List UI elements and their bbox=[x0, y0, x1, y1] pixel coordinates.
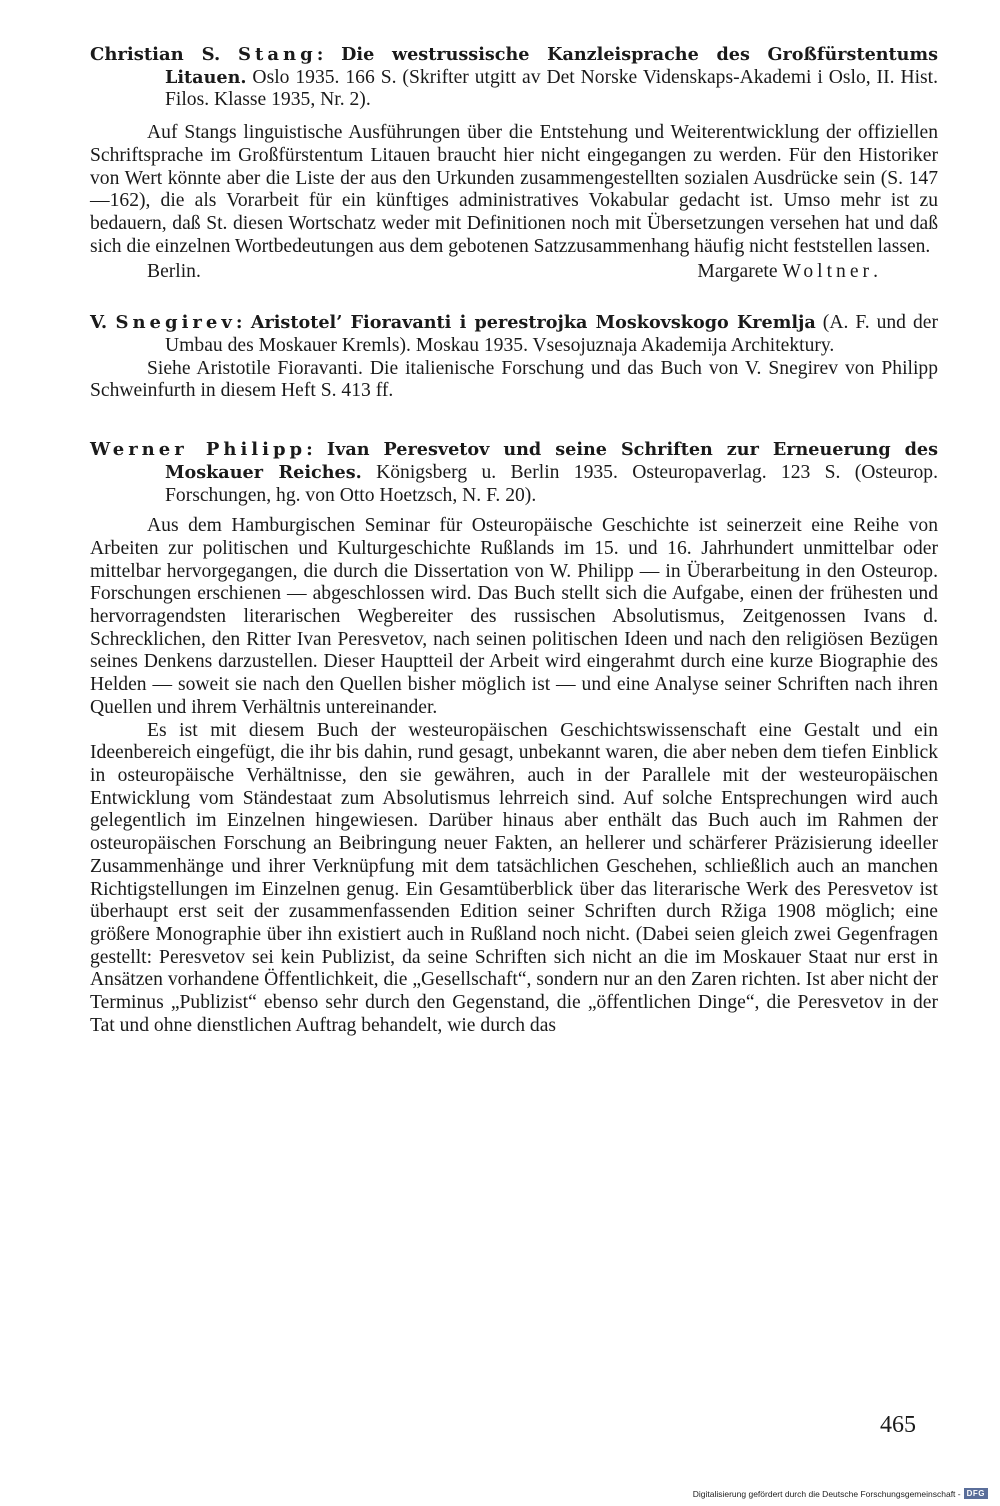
entry-heading bbox=[90, 312, 938, 357]
review-entry bbox=[90, 312, 938, 403]
entry-publication-info: Königsberg u. Berlin 1935. Osteuropaverlag. 123 S. (Osteurop. Forschungen, hg. von Otto Hoetzsch, N. F. 20). bbox=[165, 461, 939, 506]
entry-paragraph: Auf Stangs linguistische Ausführungen über die Entstehung und Weiterentwicklung der offiziellen Schriftsprache im Großfürstentum Litauen braucht hier nicht eingegangen zu werden. Für den Historiker von Wert könnte aber die Liste der aus den Urkunden zusammengestellten sozialen Ausdrücke sein (S. 147—162), die als Vorarbeit für ein künftiges administratives Vokabular gedacht ist. Umso mehr ist zu bedauern, daß St. diesen Wortschatz weder mit Definitionen noch mit Übersetzungen versehen hat und daß sich die einzelnen Wortbedeutungen aus dem gebotenen Satzzusammenhang häufig nicht feststellen lassen. bbox=[90, 122, 938, 257]
entry-publication-info: Oslo 1935. 166 S. (Skrifter utgitt av Det Norske Videnskaps-Akademi i Oslo, II. Hist. Filos. Klasse 1935, Nr. 2). bbox=[165, 66, 938, 111]
page-number: 465 bbox=[880, 1412, 916, 1438]
entry-author: Christian S. Stang: bbox=[90, 44, 342, 65]
entry-paragraph: Aus dem Hamburgischen Seminar für Osteuropäische Geschichte ist seinerzeit eine Reihe von Arbeiten zur politischen und Kulturgeschichte Rußlands im 15. und 16. Jahrhundert unmittelbar oder mittelbar hervorgegangen, die durch die Dissertation von W. Philipp — in Überarbeitung in den Osteurop. Forschungen erschienen — abgeschlossen wird. Das Buch stellt sich die Aufgabe, einen der frühesten und hervorragendsten literarischen Wegbereiter des russischen Absolutismus, Zeitgenossen Ivans d. Schrecklichen, den Ritter Ivan Peresvetov, nach seinen politischen Ideen und nach den religiösen Bezügen seines Denkens darzustellen. Dieser Hauptteil der Arbeit wird eingerahmt durch eine kurze Biographie des Helden — soweit sie nach den Quellen bisher möglich ist — und eine Analyse seiner Schriften nach ihren Quellen und ihrem Verhältnis untereinander. bbox=[90, 515, 938, 718]
review-entry bbox=[90, 44, 938, 284]
entry-title: Aristotel’ Fioravanti i perestrojka Moskovskogo Kremlja bbox=[250, 312, 816, 334]
signature-name: Margarete Woltner. bbox=[697, 261, 878, 283]
page-body bbox=[90, 44, 938, 1037]
footer-text: Digitalisierung gefördert durch die Deutsche Forschungsgemeinschaft - bbox=[692, 1488, 961, 1499]
review-entry bbox=[90, 439, 938, 1037]
entry-heading bbox=[90, 439, 938, 507]
digitization-footer bbox=[693, 1488, 988, 1499]
entry-paragraph: Es ist mit diesem Buch der westeuropäischen Geschichtswissenschaft eine Gestalt und ein Ideenbereich eingefügt, die ihr bis dahin, rund gesagt, unbekannt waren, die aber neben dem tiefen Einblick in osteuropäische Verhältnisse, den sie gewähren, auch in der Parallele mit der westeuropäischen Entwicklung vom Ständestaat zum Absolutismus lehrreich sind. Auf solche Entsprechungen wird auch gelegentlich im Einzelnen hingewiesen. Darüber hinaus aber enthält das Buch auch im Rahmen der osteuropäischen Forschung an Beibringung neuer Fakten, an hellerer und schärferer Präzisierung ideeller Zusammenhänge und ihrer Verknüpfung mit dem tatsächlichen Geschehen, schließlich auch an manchen Richtigstellungen im Einzelnen genug. Ein Gesamtüberblick über das literarische Werk des Peresvetov ist überhaupt erst seit der zusammenfassenden Edition seiner Schriften durch Ržiga 1908 möglich; eine größere Monographie über ihn existiert auch in Rußland noch nicht. (Dabei seien gleich zwei Gegenfragen gestellt: Peresvetov sei kein Publizist, da seine Schriften sich nicht an die im Moskauer Staat nur erst in Ansätzen vorhandene Öffentlichkeit, die „Gesellschaft“, sondern nur an den Zaren richten. Ist aber nicht der Terminus „Publizist“ ebenso sehr durch den Gegenstand, die „öffentlichen Dinge“, die Peresvetov in der Tat und ohne dienstlichen Auftrag behandelt, wie durch das bbox=[90, 719, 938, 1036]
signature-place: Berlin. bbox=[147, 261, 201, 283]
entry-signature bbox=[90, 260, 938, 284]
dfg-logo: DFG bbox=[964, 1488, 988, 1499]
entry-title: Ivan Peresvetov und seine Schriften zur Erneuerung des Moskauer Reiches. bbox=[165, 439, 939, 483]
entry-heading bbox=[90, 44, 938, 112]
entry-author: Werner Philipp: bbox=[90, 439, 327, 461]
entry-paragraph: Siehe Aristotile Fioravanti. Die italienische Forschung und das Buch von V. Snegirev von Philipp Schweinfurth in diesem Heft S. 413 ff. bbox=[90, 357, 938, 402]
entry-publication-info: (A. F. und der Umbau des Moskauer Kremls). Moskau 1935. Vsesojuznaja Akademija Architektury. bbox=[165, 312, 938, 357]
entry-author: V. Snegirev: bbox=[90, 312, 251, 334]
entry-title: Die westrussische Kanzleisprache des Großfürstentums Litauen. bbox=[165, 44, 938, 88]
